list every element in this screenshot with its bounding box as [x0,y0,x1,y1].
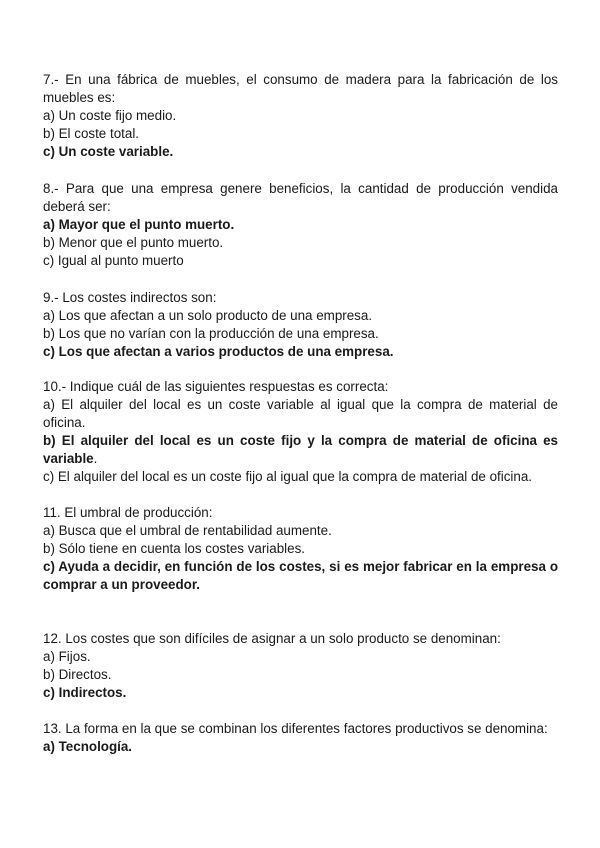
option-a: a) El alquiler del local es un coste variable al igual que la compra de material de oficina. [43,397,558,431]
question-9 [43,289,558,361]
option-c-correct: c) Ayuda a decidir, en función de los costes, si es mejor fabricar en la empresa o comprar a un proveedor. [43,559,558,593]
option-b: b) Sólo tiene en cuenta los costes variables. [43,541,306,557]
question-7 [43,71,558,161]
question-stem: 11. El umbral de producción: [43,505,213,520]
option-c-correct: c) Indirectos. [43,685,127,701]
question-stem: 13. La forma en la que se combinan los diferentes factores productivos se denomina: [43,721,548,736]
question-8 [43,180,558,270]
option-b: b) Menor que el punto muerto. [43,235,224,251]
question-stem: 7.- En una fábrica de muebles, el consumo de madera para la fabricación de los muebles es: [43,72,558,106]
option-b-correct [43,432,558,468]
option-b: b) Directos. [43,667,112,683]
option-a: a) Fijos. [43,649,91,665]
option-c-correct: c) Un coste variable. [43,144,174,160]
option-c: c) El alquiler del local es un coste fijo al igual que la compra de material de oficina. [43,469,533,485]
option-b: b) El coste total. [43,126,140,142]
question-stem: 12. Los costes que son difíciles de asignar a un solo producto se denominan: [43,631,501,646]
question-stem: 8.- Para que una empresa genere beneficios, la cantidad de producción vendida deberá ser: [43,181,558,215]
option-a: a) Los que afectan a un solo producto de una empresa. [43,308,373,324]
question-stem: 9.- Los costes indirectos son: [43,290,217,305]
question-10 [43,378,558,487]
option-c: c) Igual al punto muerto [43,253,184,269]
option-b-trailing: . [93,451,98,467]
option-a: a) Busca que el umbral de rentabilidad aumente. [43,523,332,539]
question-11 [43,504,558,594]
question-13 [43,720,558,756]
option-a: a) Un coste fijo medio. [43,108,177,124]
option-b: b) Los que no varían con la producción de una empresa. [43,326,379,342]
option-b-text: b) El alquiler del local es un coste fijo y la compra de material de oficina es variable [43,433,558,467]
option-a-correct: a) Tecnología. [43,739,133,755]
option-a-correct: a) Mayor que el punto muerto. [43,217,235,233]
question-12 [43,630,558,702]
option-c-correct: c) Los que afectan a varios productos de una empresa. [43,344,394,360]
question-stem: 10.- Indique cuál de las siguientes respuestas es correcta: [43,379,389,394]
